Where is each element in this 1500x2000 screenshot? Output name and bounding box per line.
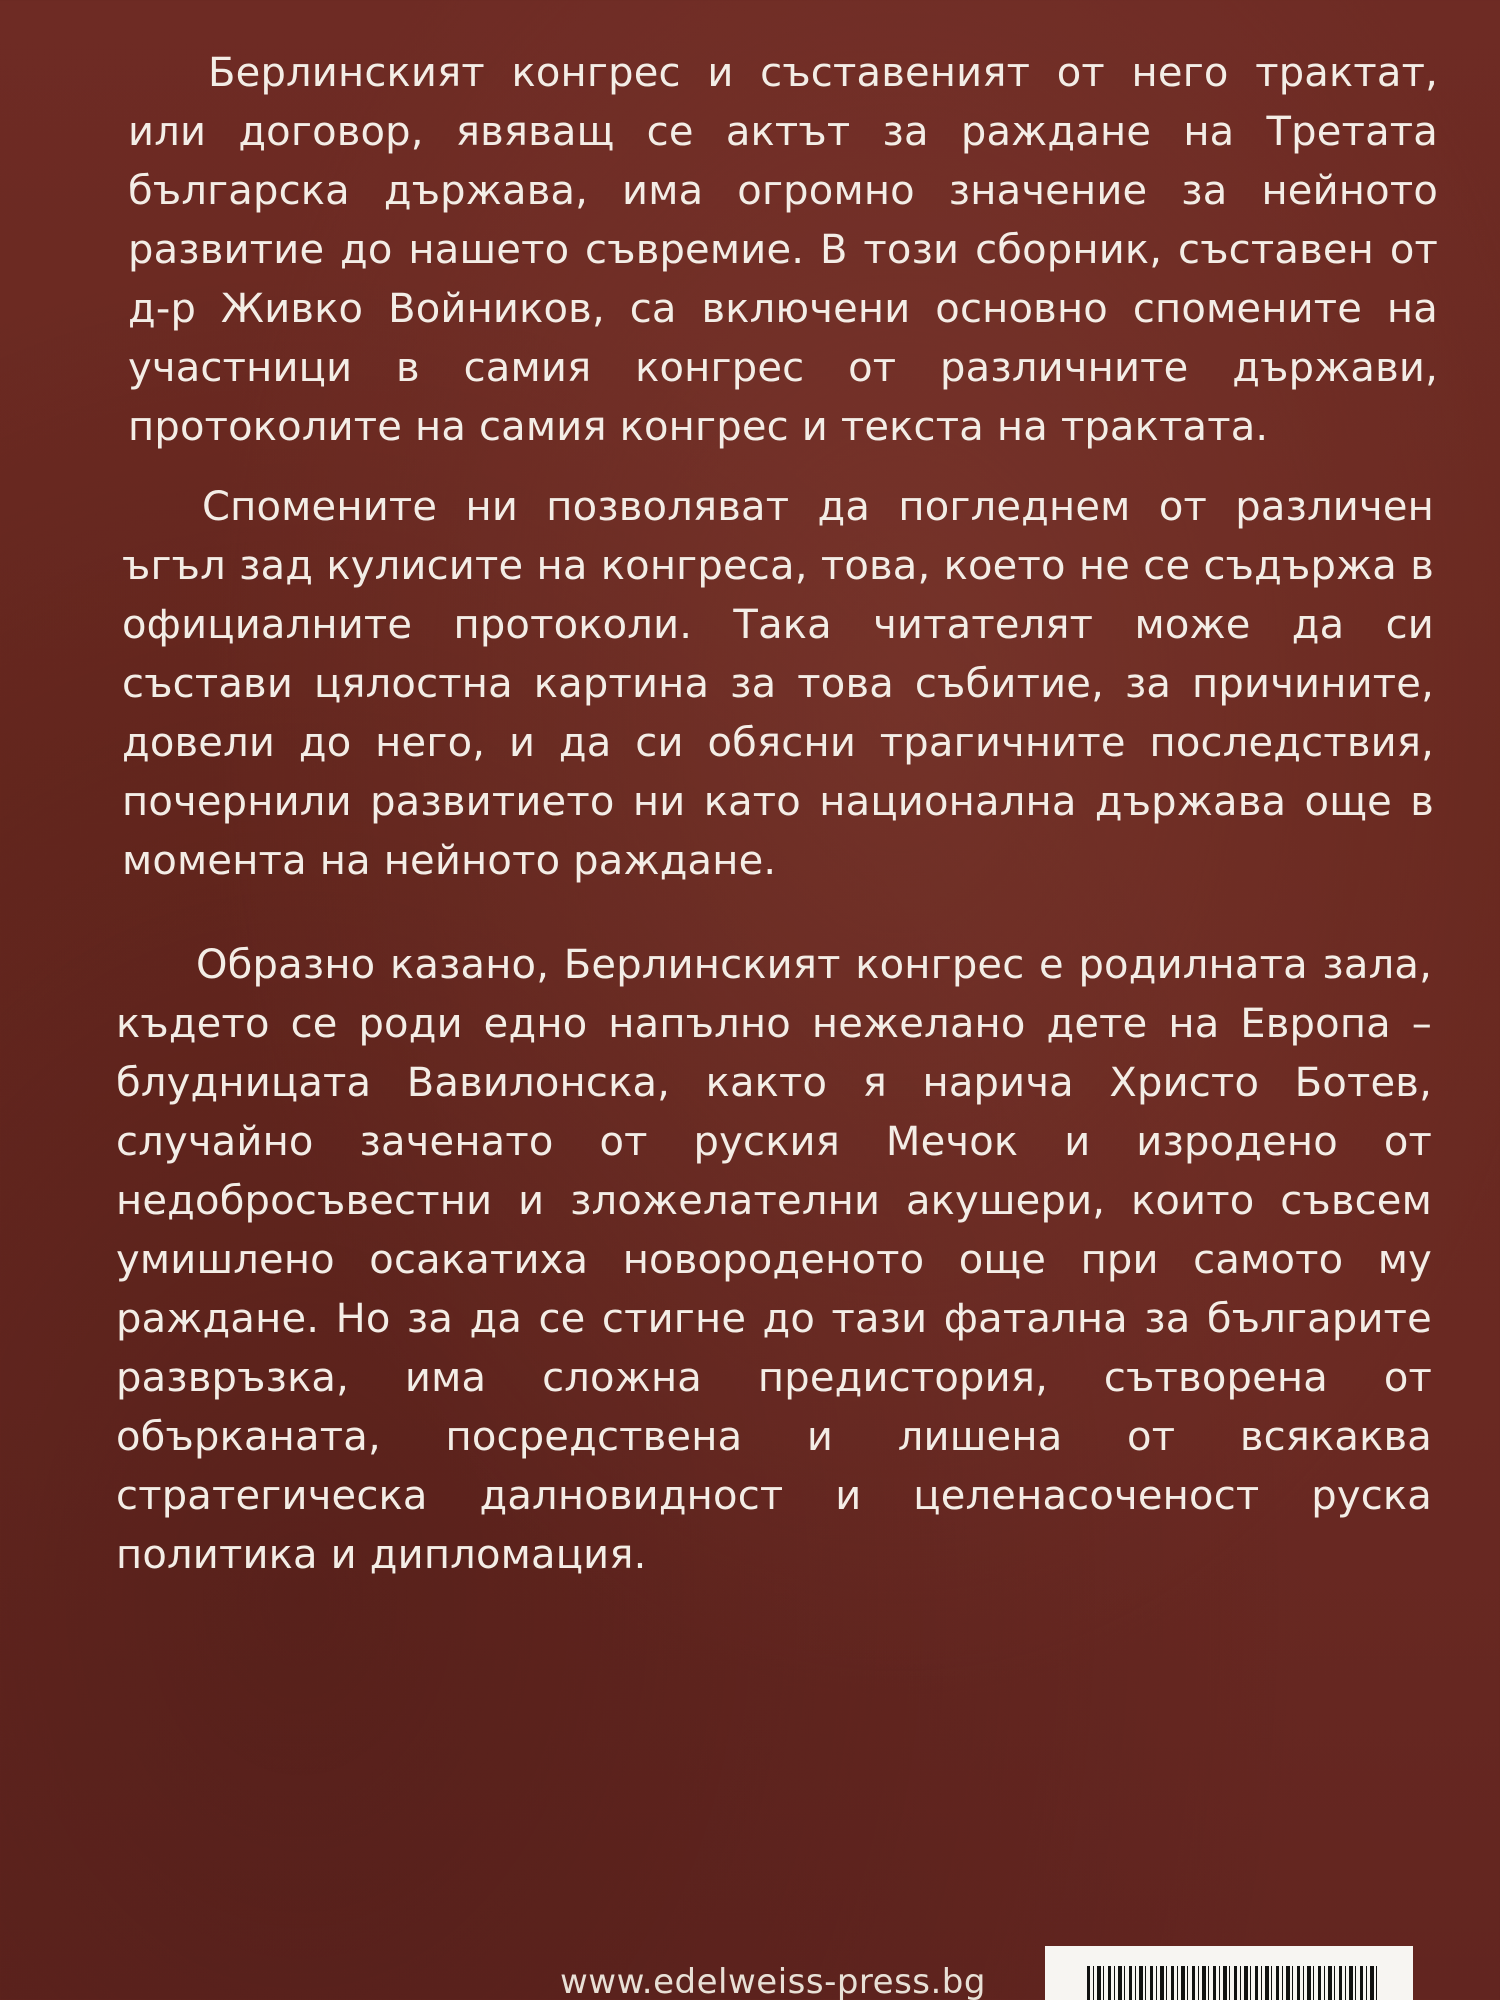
paragraph-figurative: Образно казано, Берлинският конгрес е родилната зала, където се роди едно напълно нежелано дете на Европа – блудницата Вавилонска, както я нарича Христо Ботев, случайно заченато от руския Мечок и изродено от недобросъвестни и зложелателни акушери, които съвсем умишлено осакатиха новороденото още при самото му раждане. Но за да се стигне до тази фатална за българите развръзка, има сложна предистория, сътворена от обърканата, посредствена и лишена от всякаква стратегическа далновидност и целенасоченост руска политика и дипломация. — [116, 942, 1432, 1578]
barcode-icon — [1045, 1946, 1413, 2000]
publisher-website: www.edelweiss-press.bg — [560, 1962, 986, 2000]
barcode-bars — [1087, 1966, 1377, 2000]
paragraph-intro: Берлинският конгрес и съставеният от него трактат, или договор, явяващ се актът за раждане на Третата българска държава, има огромно значение за нейното развитие до нашето съвремие. В този сборник, съставен от д-р Живко Войников, са включени основно спомените на участници в самия конгрес от различните държави, протоколите на самия конгрес и текста на трактата. — [128, 50, 1438, 450]
paragraph-memoirs: Спомените ни позволяват да погледнем от различен ъгъл зад кулисите на конгреса, това, което не се съдържа в официалните протоколи. Така читателят може да си състави цялостна картина за това събитие, за причините, довели до него, и да си обясни трагичните последствия, почернили развитието ни като национална държава още в момента на нейното раждане. — [122, 484, 1434, 884]
